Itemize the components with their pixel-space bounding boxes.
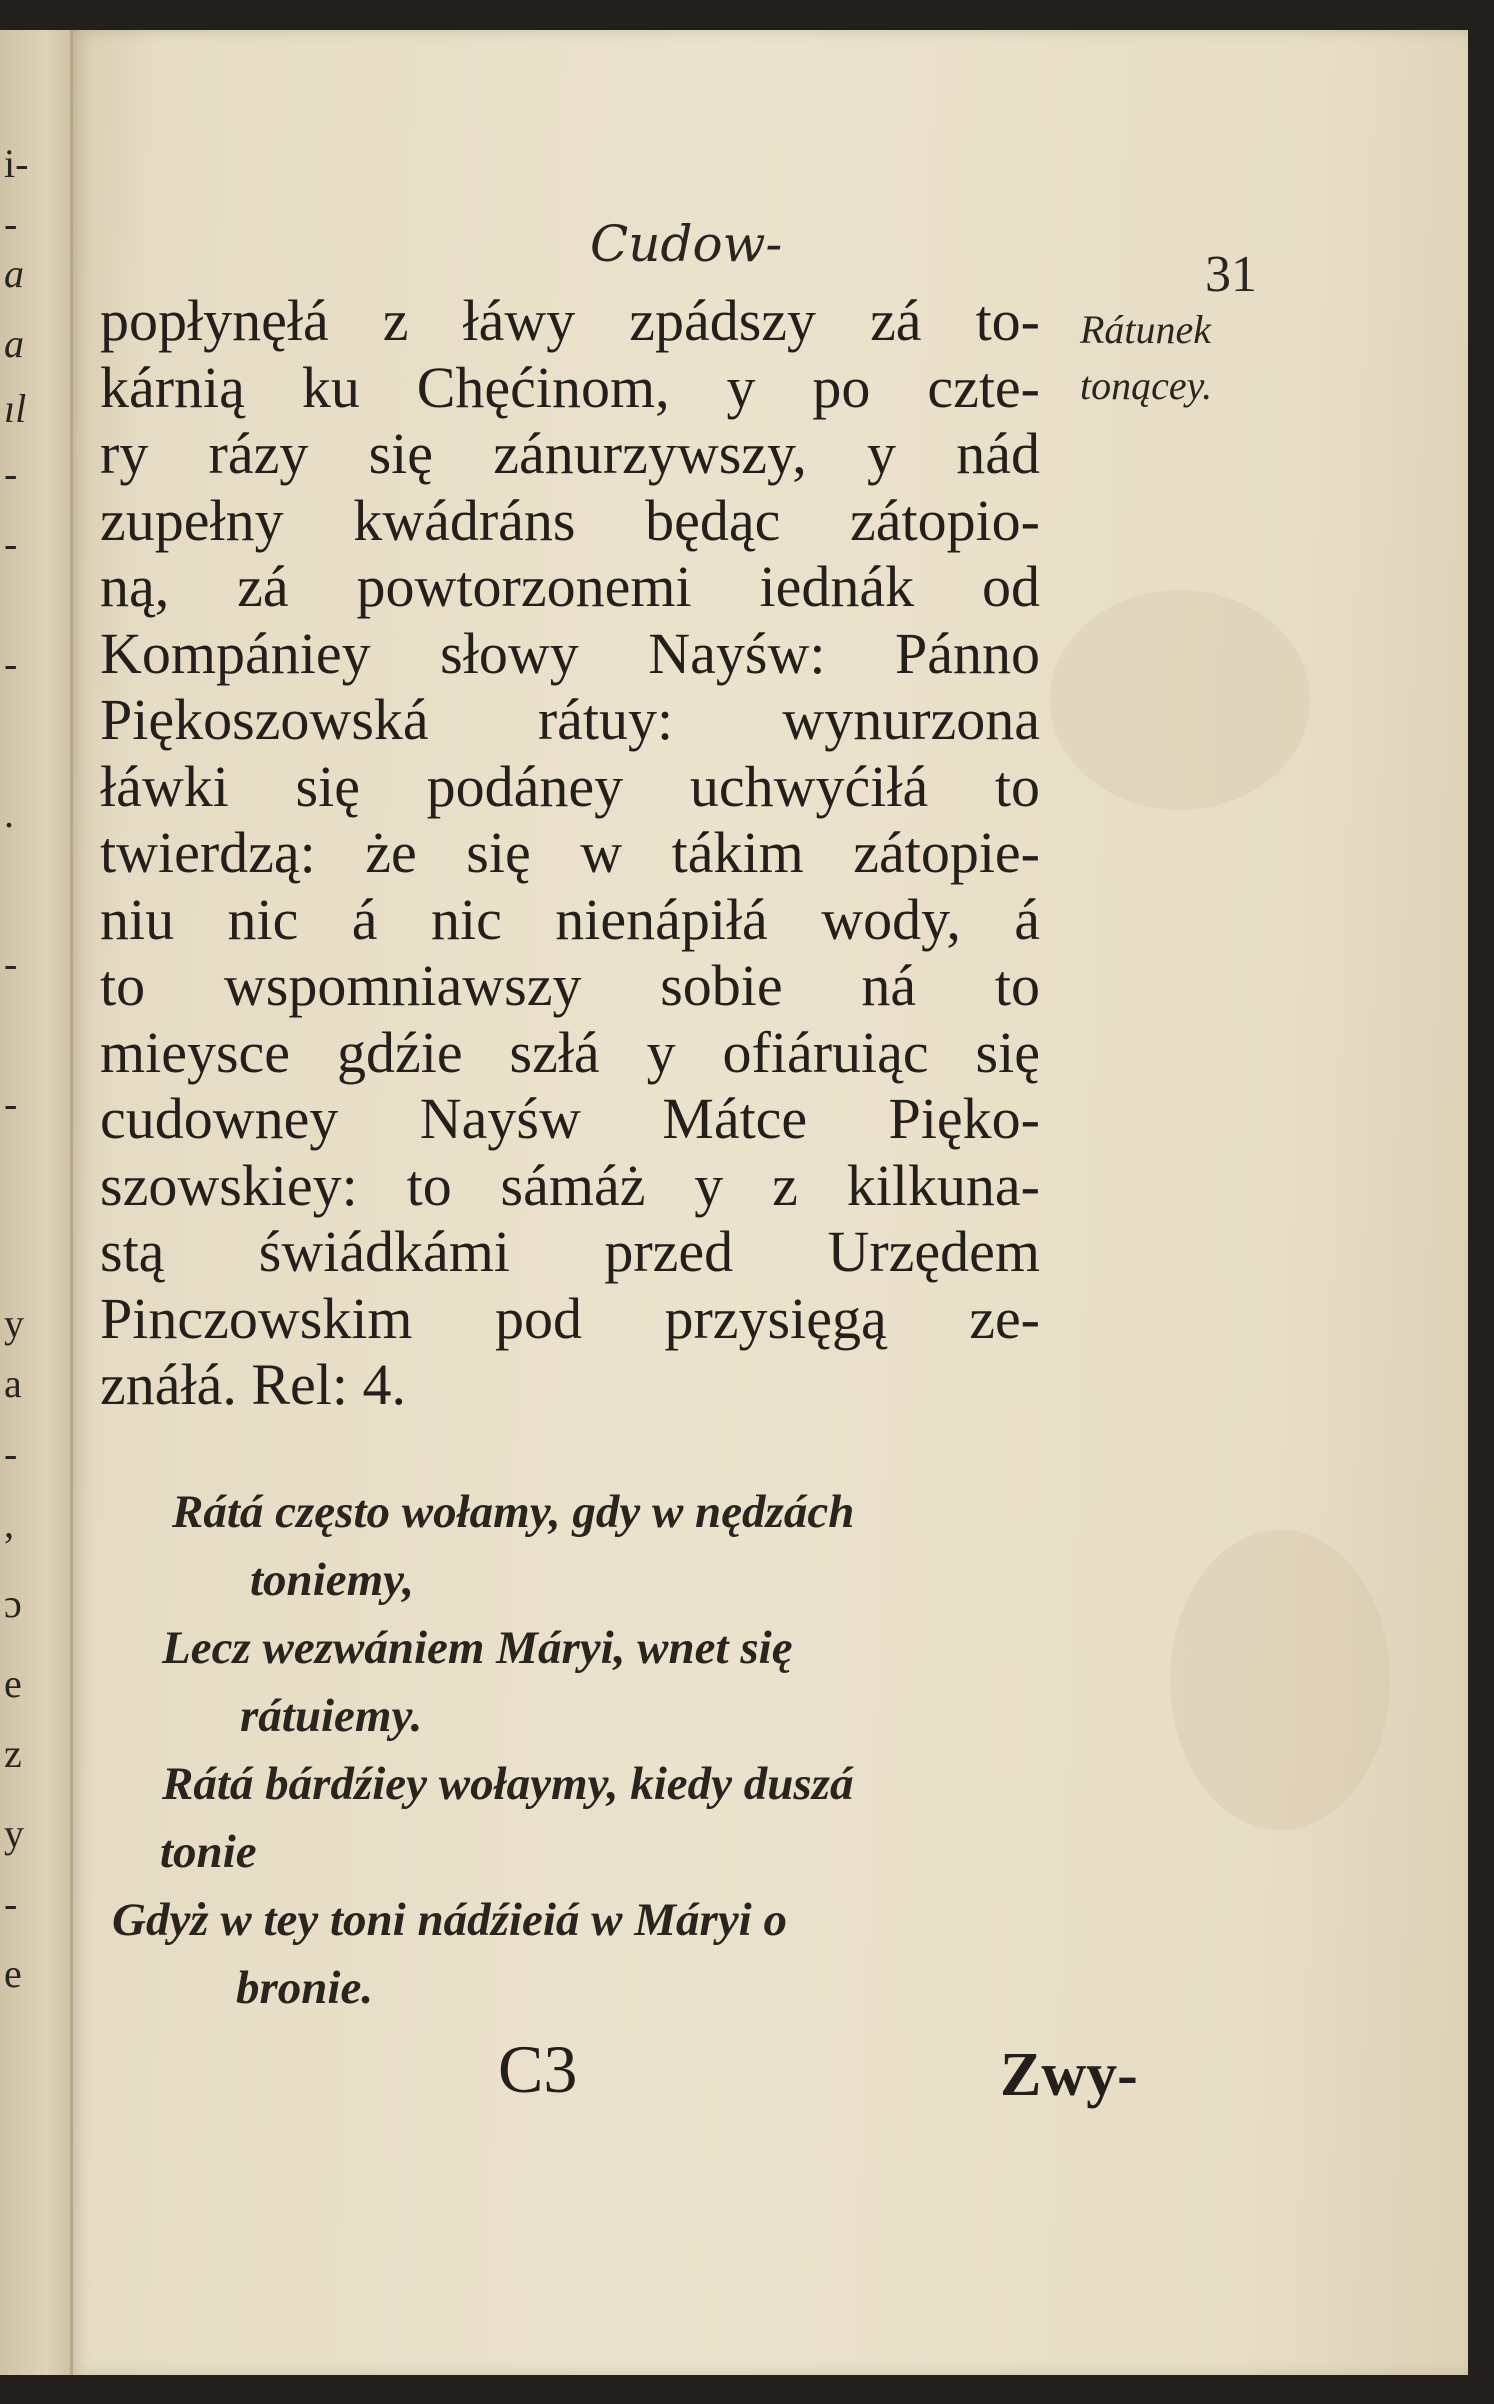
margin-fragment: - (4, 1431, 18, 1476)
running-header-word: Cudow- (590, 215, 783, 273)
text-line: ry rázy się zánurzywszy, y nád (100, 421, 1040, 486)
text-line: zupełny kwádráns będąc zátopio- (100, 487, 1040, 553)
text-line: niu nic á nic nienápiłá wody, á (100, 886, 1040, 952)
previous-page-margin (0, 0, 80, 2404)
margin-fragment: y (4, 1811, 24, 1856)
text-line: mieysce gdźie szłá y ofiáruiąc się (100, 1019, 1040, 1085)
margin-fragment: - (4, 941, 18, 986)
text-line: znáłá. Rel: 4. (100, 1352, 407, 1417)
text-line: łáwki się podáney uchwyćiłá to (100, 753, 1040, 819)
paper-stain (1170, 1530, 1390, 1830)
margin-fragment: a (4, 251, 24, 296)
margin-fragment: - (4, 451, 18, 496)
text-line: Kompániey słowy Nayśw: Pánno (100, 620, 1040, 686)
margin-fragment: - (4, 201, 18, 246)
margin-fragment: ɔ (4, 1581, 22, 1626)
margin-fragment: e (4, 1951, 22, 1996)
page-number: 31 (1205, 246, 1257, 303)
verse-block (100, 1478, 1020, 2022)
text-line: Pinczowskim pod przysięgą ze- (100, 1285, 1040, 1351)
margin-fragment: - (4, 1081, 18, 1126)
margin-fragment: a (4, 321, 24, 366)
paper-stain (1050, 590, 1310, 810)
text-line: twierdzą: że się w tákim zátopie- (100, 820, 1040, 885)
text-line: to wspomniawszy sobie ná to (100, 953, 1040, 1018)
text-line: Piękoszowská rátuy: wynurzona (100, 687, 1040, 752)
body-text (100, 288, 1040, 1419)
margin-fragment: e (4, 1661, 22, 1706)
verse-line: tonie (160, 1826, 257, 1878)
margin-fragment: ıl (4, 386, 27, 431)
text-line: cudowney Nayśw Mátce Pięko- (100, 1086, 1040, 1151)
margin-fragment: i- (4, 141, 29, 186)
marginal-note-line: Rátunek (1080, 307, 1212, 352)
verse-line: toniemy, (250, 1554, 415, 1606)
margin-fragment: - (4, 1881, 18, 1926)
margin-fragment: a (4, 1361, 22, 1406)
text-line: stą świádkámi przed Urzędem (100, 1219, 1040, 1284)
verse-line: Gdyż w tey toni nádźieiá w Máryi o (112, 1894, 787, 1946)
text-line: szowskiey: to sámáż y z kilkuna- (100, 1152, 1040, 1218)
text-line: kárnią ku Chęćinom, y po czte- (100, 354, 1040, 420)
text-line: popłynęłá z łáwy zpádszy zá to- (100, 288, 1040, 353)
margin-fragment: , (4, 1501, 14, 1546)
marginal-note (1080, 302, 1212, 414)
verse-line: Lecz wezwániem Máryi, wnet się (162, 1622, 793, 1674)
verse-line: Rátá często wołamy, gdy w nędzách (172, 1486, 855, 1538)
margin-fragment: - (4, 641, 18, 686)
margin-fragment: y (4, 1301, 24, 1346)
text-line: ną, zá powtorzonemi iednák od (100, 554, 1040, 619)
marginal-note-line: tonącey. (1080, 363, 1213, 408)
verse-line: rátuiemy. (240, 1690, 423, 1742)
margin-fragment: - (4, 521, 18, 566)
margin-fragment: z (4, 1731, 22, 1776)
signature-mark: C3 (498, 2031, 578, 2107)
verse-line: Rátá bárdźiey wołaymy, kiedy duszá (162, 1758, 854, 1810)
catchword: Zwy- (1000, 2041, 1138, 2109)
margin-fragment: . (4, 791, 14, 836)
verse-line: bronie. (236, 1962, 374, 2014)
